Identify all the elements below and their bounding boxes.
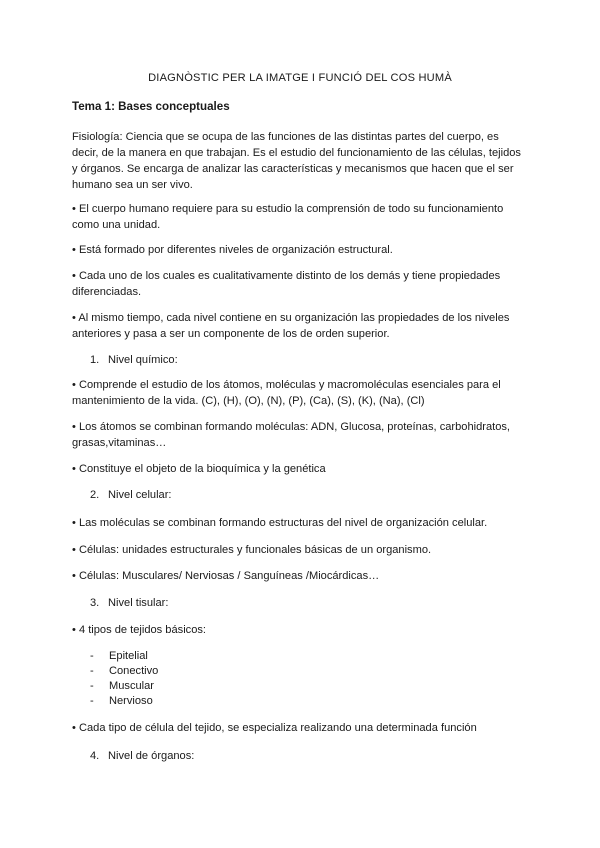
bullet-line: • Cada uno de los cuales es cualitativamente distinto de los demás y tiene propiedades [72,270,501,282]
bullet-line: • El cuerpo humano requiere para su estudio la comprensión de todo su funcionamiento [72,203,504,215]
bullet-line: • Comprende el estudio de los átomos, moléculas y macromoléculas esenciales para el [72,379,501,391]
level-heading: Nivel celular: [108,489,172,501]
list-number: 3. [90,597,100,609]
list-number: 4. [90,750,100,762]
level-heading: Nivel de órganos: [108,750,195,762]
bullet-line: como una unidad. [72,219,161,231]
tissue-item: Epitelial [109,650,148,662]
bullet-line: • Cada tipo de célula del tejido, se especializa realizando una determinada función [72,722,477,734]
bullet-line: • Constituye el objeto de la bioquímica y la genética [72,463,326,475]
bullet-line: • Células: Musculares/ Nerviosas / Sanguíneas /Miocárdicas… [72,570,380,582]
intro-line: decir, de la manera en que trabajan. Es el estudio del funcionamiento de las células, tejidos [72,147,521,159]
dash-marker: - [90,680,94,692]
intro-line: humano sea un ser vivo. [72,179,193,191]
level-heading: Nivel tisular: [108,597,169,609]
document-title: DIAGNÒSTIC PER LA IMATGE I FUNCIÓ DEL COS HUMÀ [148,72,452,84]
bullet-line: • Las moléculas se combinan formando estructuras del nivel de organización celular. [72,517,488,529]
tissue-item: Muscular [109,680,155,692]
bullet-line: grasas,vitaminas… [72,437,167,449]
bullet-line: • Células: unidades estructurales y funcionales básicas de un organismo. [72,544,432,556]
bullet-line: • 4 tipos de tejidos básicos: [72,624,207,636]
bullet-line: • Al mismo tiempo, cada nivel contiene en su organización las propiedades de los niveles [72,312,510,324]
intro-line: Fisiología: Ciencia que se ocupa de las funciones de las distintas partes del cuerpo, es [72,131,499,143]
tissue-item: Conectivo [109,665,159,677]
bullet-line: • Está formado por diferentes niveles de organización estructural. [72,244,393,256]
intro-line: y órganos. Se encarga de analizar las características y mecanismos que hacen que el ser [72,163,514,175]
dash-marker: - [90,665,94,677]
tissue-item: Nervioso [109,695,153,707]
bullet-line: mantenimiento de la vida. (C), (H), (O), (N), (P), (Ca), (S), (K), (Na), (Cl) [72,395,425,407]
list-number: 2. [90,489,100,501]
bullet-line: diferenciadas. [72,286,142,298]
level-heading: Nivel químico: [108,354,178,366]
dash-marker: - [90,695,94,707]
section-heading: Tema 1: Bases conceptuales [72,100,230,113]
dash-marker: - [90,650,94,662]
list-number: 1. [90,354,100,366]
bullet-line: • Los átomos se combinan formando moléculas: ADN, Glucosa, proteínas, carbohidratos, [72,421,510,433]
bullet-line: anteriores y pasa a ser un componente de los de orden superior. [72,328,390,340]
